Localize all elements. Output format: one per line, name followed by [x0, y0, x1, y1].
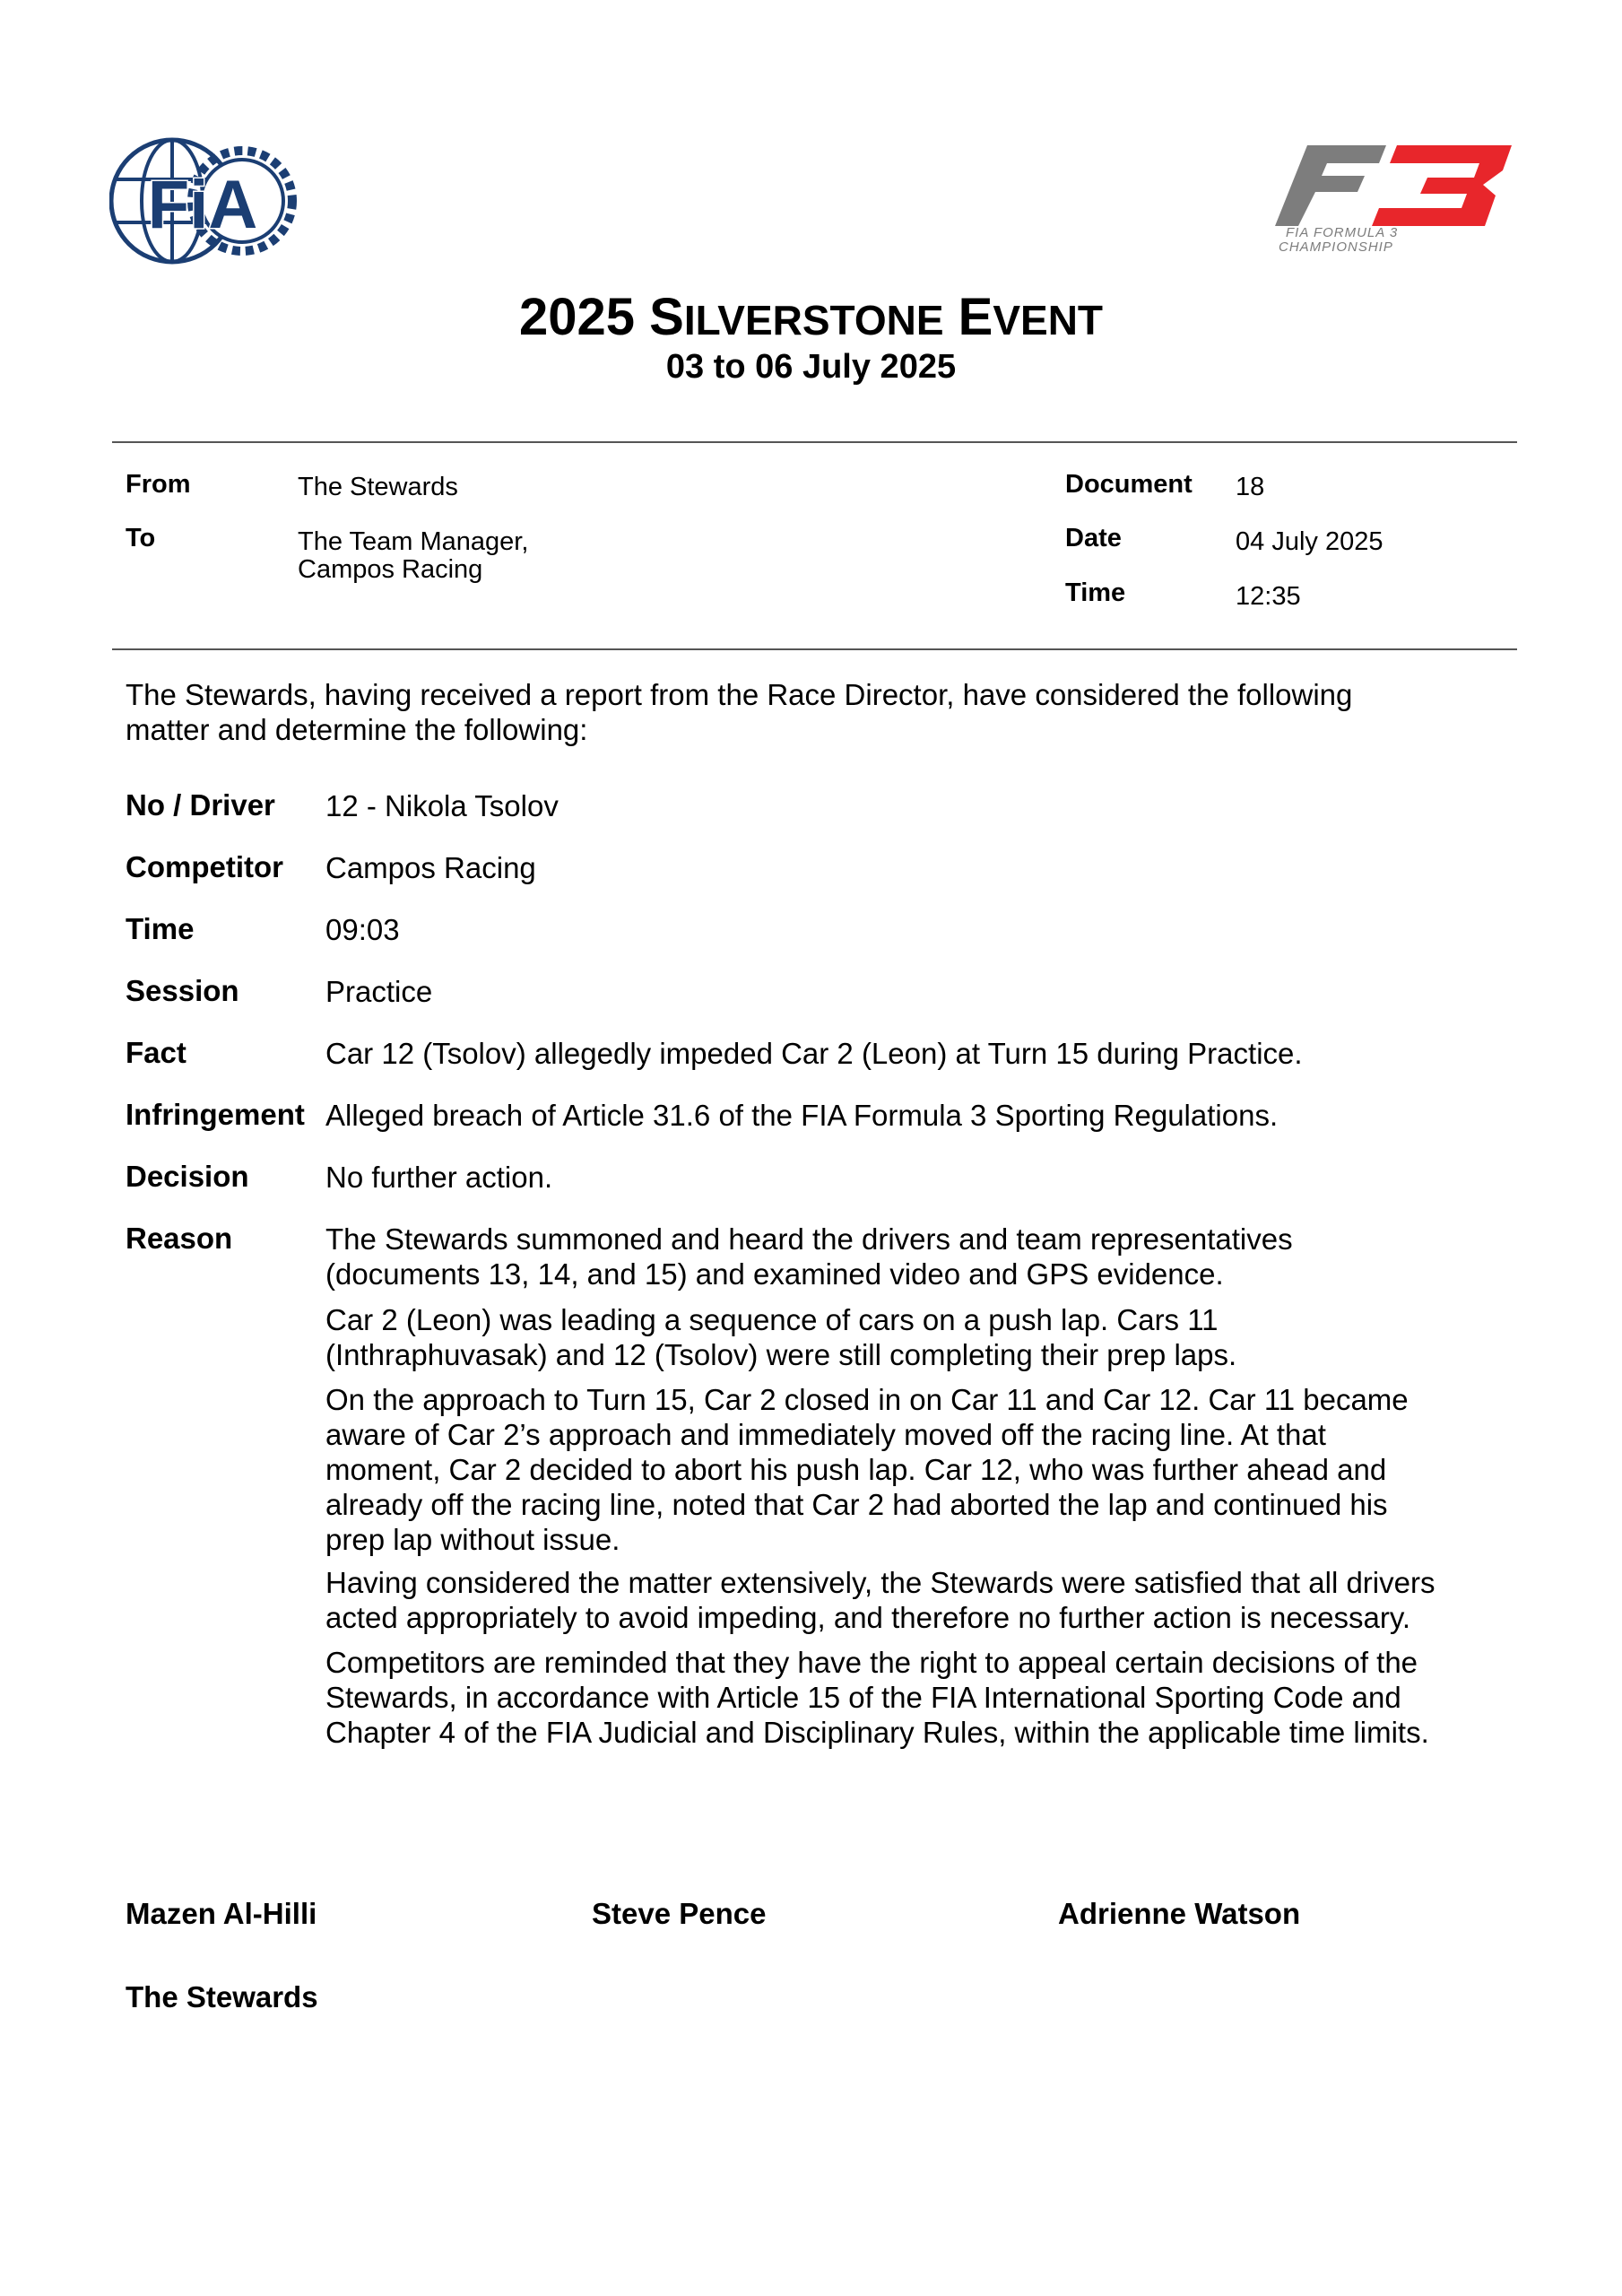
reason-paragraph — [325, 1222, 1500, 1292]
reason-line: The Stewards summoned and heard the drivers and team representatives — [325, 1222, 1293, 1256]
event-title-vent: VENT — [993, 297, 1104, 344]
time-label: Time — [1065, 578, 1126, 607]
event-dates: 03 to 06 July 2025 — [665, 348, 957, 386]
incident-time-value: 09:03 — [325, 913, 400, 946]
event-title-s: S — [649, 288, 684, 346]
session-label: Session — [126, 974, 239, 1007]
reason-line: Competitors are reminded that they have the right to appeal certain decisions of the — [325, 1646, 1418, 1679]
date-label: Date — [1065, 524, 1122, 552]
fia-logo — [109, 135, 299, 267]
reason-paragraph — [325, 1565, 1500, 1635]
competitor-value: Campos Racing — [325, 851, 536, 884]
header-divider-top — [112, 441, 1517, 443]
to-label: To — [126, 524, 156, 552]
event-title-e: E — [958, 288, 993, 346]
reason-line: already off the racing line, noted that Car 2 had aborted the lap and continued his — [325, 1488, 1388, 1521]
fact-label: Fact — [126, 1036, 186, 1069]
driver-value: 12 - Nikola Tsolov — [325, 789, 559, 822]
time-value: 12:35 — [1236, 582, 1301, 611]
document-label: Document — [1065, 470, 1193, 499]
f3-tagline-line1: FIA FORMULA 3 — [1286, 225, 1399, 240]
event-title-ilverstone: ILVERSTONE — [683, 297, 944, 344]
steward-signature-2: Steve Pence — [592, 1897, 767, 1930]
infringement-label: Infringement — [126, 1098, 305, 1131]
f3-tagline-line2: CHAMPIONSHIP — [1279, 239, 1393, 253]
date-value: 04 July 2025 — [1236, 527, 1383, 556]
infringement-value: Alleged breach of Article 31.6 of the FIA Formula 3 Sporting Regulations. — [325, 1099, 1279, 1132]
reason-line: Car 2 (Leon) was leading a sequence of cars on a push lap. Cars 11 — [325, 1303, 1219, 1336]
intro-line: matter and determine the following: — [126, 713, 588, 746]
driver-label: No / Driver — [126, 788, 275, 822]
reason-line: Having considered the matter extensively, the Stewards were satisfied that all drivers — [325, 1566, 1436, 1599]
reason-paragraph — [325, 1645, 1500, 1750]
steward-signature-1: Mazen Al-Hilli — [126, 1897, 317, 1930]
stewards-footer: The Stewards — [126, 1980, 318, 2013]
from-value: The Stewards — [298, 473, 458, 501]
intro-paragraph — [126, 677, 1488, 747]
svg-text:FiA: FiA — [147, 167, 258, 243]
to-value-line1: The Team Manager, — [298, 527, 529, 556]
reason-line: (Inthraphuvasak) and 12 (Tsolov) were still completing their prep laps. — [325, 1338, 1237, 1371]
header-divider-bottom — [112, 648, 1517, 650]
event-title — [0, 285, 1622, 352]
reason-paragraph — [325, 1382, 1500, 1557]
fact-value: Car 12 (Tsolov) allegedly impeded Car 2 (Leon) at Turn 15 during Practice. — [325, 1037, 1303, 1070]
intro-line: The Stewards, having received a report from the Race Director, have considered the following — [126, 678, 1353, 711]
to-value-line2: Campos Racing — [298, 555, 483, 584]
reason-line: acted appropriately to avoid impeding, and therefore no further action is necessary. — [325, 1601, 1411, 1634]
f3-logo — [1271, 140, 1515, 253]
decision-value: No further action. — [325, 1161, 553, 1194]
reason-label: Reason — [126, 1222, 233, 1255]
reason-line: Stewards, in accordance with Article 15 of the FIA International Sporting Code and — [325, 1681, 1401, 1714]
competitor-label: Competitor — [126, 850, 283, 883]
event-title-year: 2025 — [518, 288, 650, 346]
steward-signature-3: Adrienne Watson — [1058, 1897, 1301, 1930]
incident-time-label: Time — [126, 912, 195, 945]
reason-line: moment, Car 2 decided to abort his push lap. Car 12, who was further ahead and — [325, 1453, 1387, 1486]
reason-line: On the approach to Turn 15, Car 2 closed in on Car 11 and Car 12. Car 11 became — [325, 1383, 1409, 1416]
document-value: 18 — [1236, 473, 1265, 501]
decision-label: Decision — [126, 1160, 249, 1193]
reason-line: (documents 13, 14, and 15) and examined video and GPS evidence. — [325, 1257, 1224, 1291]
from-label: From — [126, 470, 191, 499]
reason-line: Chapter 4 of the FIA Judicial and Disciplinary Rules, within the applicable time limits. — [325, 1716, 1429, 1749]
reason-paragraph — [325, 1302, 1500, 1372]
reason-line: prep lap without issue. — [325, 1523, 620, 1556]
session-value: Practice — [325, 975, 433, 1008]
reason-line: aware of Car 2’s approach and immediately moved off the racing line. At that — [325, 1418, 1326, 1451]
